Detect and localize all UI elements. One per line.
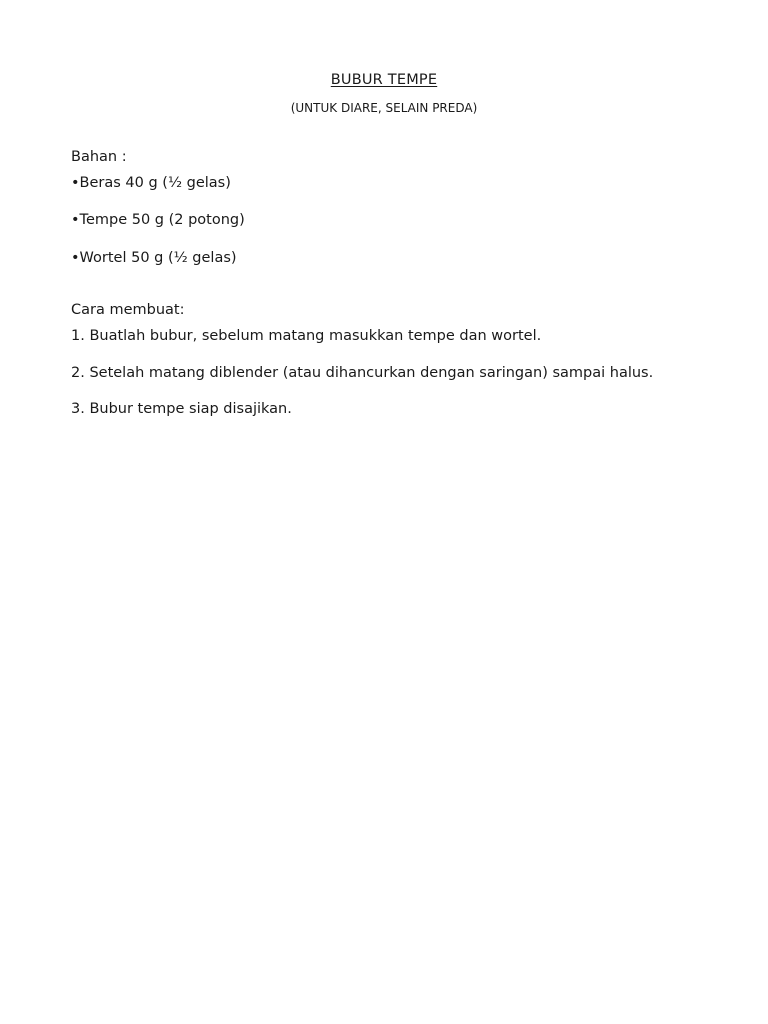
ingredients-heading: Bahan : xyxy=(71,149,127,165)
recipe-subtitle: (UNTUK DIARE, SELAIN PREDA) xyxy=(290,101,478,115)
ingredient-item: •Tempe 50 g (2 potong) xyxy=(71,212,245,228)
ingredient-item: •Wortel 50 g (⅟₂ gelas) xyxy=(71,250,237,266)
method-step: 2. Setelah matang diblender (atau dihancurkan dengan saringan) sampai halus. xyxy=(71,365,654,381)
ingredient-item: •Beras 40 g (⅟₂ gelas) xyxy=(71,175,231,191)
method-step: 1. Buatlah bubur, sebelum matang masukkan tempe dan wortel. xyxy=(71,328,542,344)
method-heading: Cara membuat: xyxy=(71,302,185,318)
method-step: 3. Bubur tempe siap disajikan. xyxy=(71,401,292,417)
recipe-title: BUBUR TEMPE xyxy=(330,72,438,88)
